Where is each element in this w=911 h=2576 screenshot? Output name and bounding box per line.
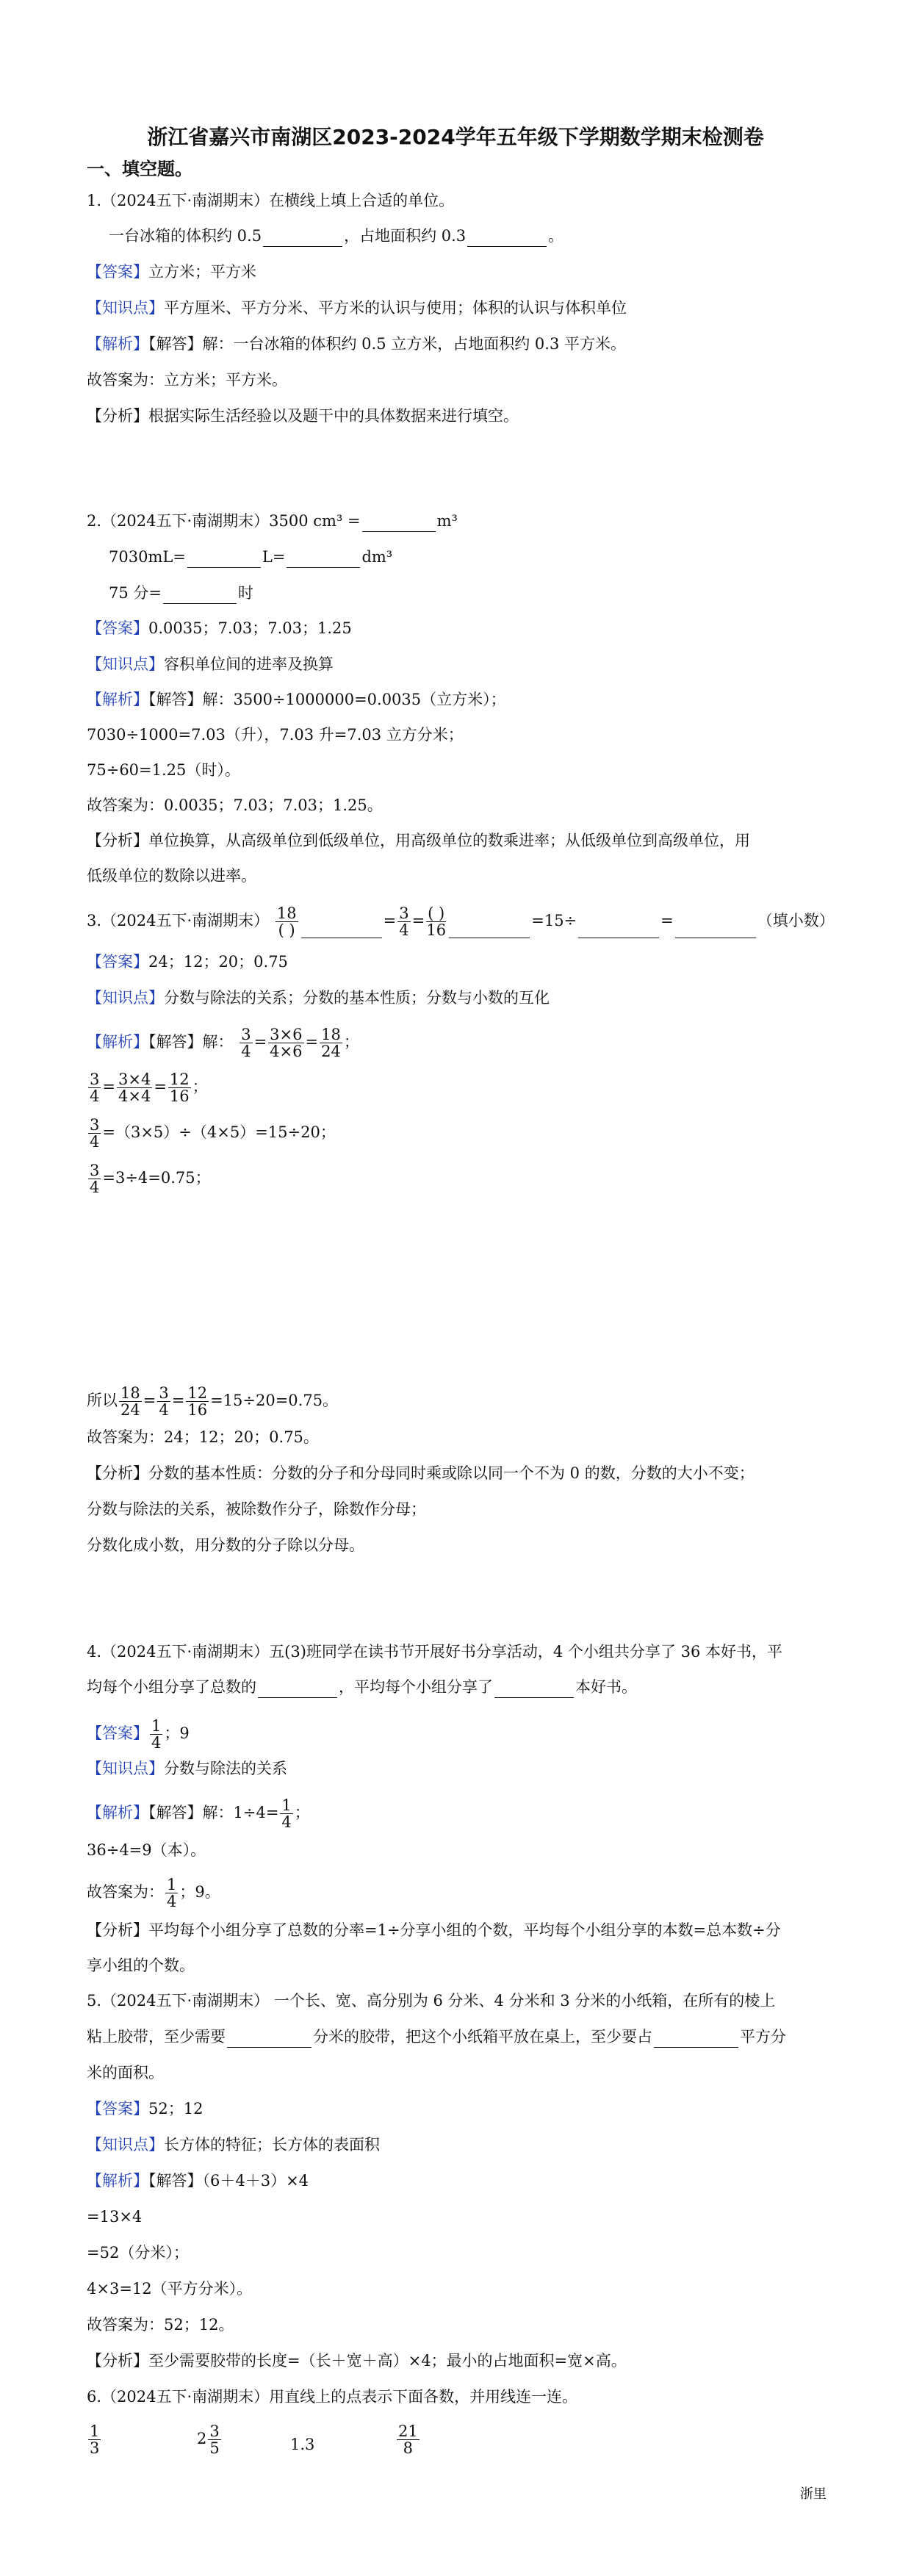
q5-solution-4: 4×3=12（平方分米）。 — [87, 2280, 253, 2298]
q4-answer: 【答案】 $\frac{1}{4}$ ；9 — [87, 1717, 190, 1752]
q1-conclusion: 故答案为：立方米；平方米。 — [87, 371, 287, 389]
q4-solution-2: 36÷4=9（本）。 — [87, 1841, 206, 1859]
q3-solution-4: $\frac{3}{4}$ =3÷4=0.75； — [90, 1162, 211, 1196]
q3-so: 所以 $\frac{18}{24}$ = $\frac{3}{4}$ = $\frac{12}{16}$ =15÷20=0.75。 — [87, 1384, 339, 1419]
q4-solution: 【解析】【解答】解：1÷4= $\frac{1}{4}$ ； — [87, 1796, 310, 1831]
q5-solution-3: =52（分米）； — [87, 2244, 189, 2262]
q2-blank-2[interactable] — [187, 551, 261, 568]
q5-analysis: 【分析】至少需要胶带的长度=（长＋宽＋高）×4；最小的占地面积=宽×高。 — [87, 2352, 627, 2370]
q3-fraction-3: $\frac{( )}{16}$ — [426, 904, 447, 939]
q2-solution-2: 7030÷1000=7.03（升），7.03 升=7.03 立方分米； — [87, 726, 464, 744]
q1-solution: 【解析】【解答】解：一台冰箱的体积约 0.5 立方米，占地面积约 0.3 平方米。 — [87, 335, 626, 353]
q3-fraction-2: $\frac{3}{4}$ — [399, 904, 409, 939]
section-heading: 一、填空题。 — [87, 159, 192, 179]
q2-answer: 【答案】0.0035；7.03；7.03；1.25 — [87, 619, 352, 637]
q3-blank-2[interactable] — [449, 921, 530, 938]
page-footer: 浙里 — [800, 2486, 827, 2502]
q2-knowledge: 【知识点】容积单位间的进率及换算 — [87, 655, 334, 673]
q2-stem: 2.（2024五下·南湖期末）3500 cm³ = m³ — [87, 510, 458, 532]
q4-knowledge: 【知识点】分数与除法的关系 — [87, 1760, 287, 1777]
q5-stem-3: 米的面积。 — [87, 2064, 164, 2082]
q3-blank-1[interactable] — [301, 921, 382, 938]
q3-solution: 【解析】【解答】解： $\frac{3}{4}$ = $\frac{3\times 6}{4\times 6}$ = $\frac{18}{24}$ ； — [87, 1026, 359, 1060]
q1-blank-1[interactable] — [263, 230, 342, 247]
q3-analysis-3: 分数化成小数，用分数的分子除以分母。 — [87, 1536, 364, 1554]
q6-value-3: 1.3 — [290, 2436, 315, 2453]
q3-analysis-2: 分数与除法的关系，被除数作分子，除数作分母； — [87, 1500, 426, 1518]
q1-line: 一台冰箱的体积约 0.5 ，占地面积约 0.3 。 — [109, 225, 563, 247]
q3-analysis: 【分析】分数的基本性质：分数的分子和分母同时乘或除以同一个不为 0 的数，分数的大小不变； — [87, 1464, 755, 1482]
q2-solution: 【解析】【解答】解：3500÷1000000=0.0035（立方米）； — [87, 691, 506, 708]
q1-analysis: 【分析】根据实际生活经验以及题干中的具体数据来进行填空。 — [87, 407, 519, 425]
q4-blank-1[interactable] — [258, 1681, 337, 1698]
q3-fraction-1: $\frac{18}{( )}$ — [276, 904, 297, 939]
q3-blank-4[interactable] — [675, 921, 756, 938]
q3-blank-3[interactable] — [578, 921, 659, 938]
q3-stem: 3.（2024五下·南湖期末） $\frac{18}{( )}$ = $\frac{3}{4}$ = $\frac{( )}{16}$ =15÷ = （填小数） — [87, 904, 835, 939]
q4-analysis: 【分析】平均每个小组分享了总数的分率=1÷分享小组的个数，平均每个小组分享的本数=总本数÷分 — [87, 1921, 781, 1939]
q1-stem: 1.（2024五下·南湖期末）在横线上填上合适的单位。 — [87, 192, 455, 209]
q1-knowledge: 【知识点】平方厘米、平方分米、平方米的认识与使用；体积的认识与体积单位 — [87, 299, 627, 317]
q4-analysis-2: 享小组的个数。 — [87, 1957, 195, 1974]
q3-answer: 【答案】24；12；20；0.75 — [87, 953, 288, 971]
q5-solution-2: =13×4 — [87, 2208, 143, 2226]
q4-conclusion: 故答案为： $\frac{1}{4}$ ；9。 — [87, 1876, 220, 1910]
q3-solution-2: $\frac{3}{4}$ = $\frac{3\times 4}{4\times 4}$ = $\frac{12}{16}$ ； — [90, 1071, 208, 1105]
q1-answer: 【答案】立方米；平方米 — [87, 263, 256, 281]
q3-conclusion: 故答案为：24；12；20；0.75。 — [87, 1428, 319, 1446]
q2-blank-1[interactable] — [362, 515, 436, 532]
q5-stem-2: 粘上胶带，至少需要 分米的胶带，把这个小纸箱平放在桌上，至少要占 平方分 — [87, 2026, 786, 2048]
q3-solution-3: $\frac{3}{4}$ =（3×5）÷（4×5）=15÷20； — [90, 1116, 336, 1151]
q3-knowledge: 【知识点】分数与除法的关系；分数的基本性质；分数与小数的互化 — [87, 989, 550, 1007]
q2-blank-3[interactable] — [287, 551, 360, 568]
q2-conclusion: 故答案为：0.0035；7.03；7.03；1.25。 — [87, 796, 383, 814]
q2-line-2: 7030mL= L= dm³ — [109, 546, 392, 568]
q2-blank-4[interactable] — [163, 587, 237, 604]
q6-value-4: $\frac{21}{8}$ — [398, 2422, 418, 2457]
q5-stem: 5.（2024五下·南湖期末） 一个长、宽、高分别为 6 分米、4 分米和 3 分米的小纸箱，在所有的棱上 — [87, 1992, 776, 2010]
q6-value-2: 2 $\frac{3}{5}$ — [197, 2422, 220, 2457]
q2-solution-3: 75÷60=1.25（时）。 — [87, 761, 240, 779]
q2-analysis-2: 低级单位的数除以进率。 — [87, 867, 256, 885]
page-title: 浙江省嘉兴市南湖区2023-2024学年五年级下学期数学期末检测卷 — [147, 125, 764, 149]
q5-blank-1[interactable] — [227, 2031, 312, 2048]
q5-answer: 【答案】52；12 — [87, 2100, 204, 2118]
q4-stem: 4.（2024五下·南湖期末）五(3)班同学在读书节开展好书分享活动，4 个小组共分享了 36 本好书，平 — [87, 1643, 783, 1661]
q5-conclusion: 故答案为：52；12。 — [87, 2316, 234, 2334]
q5-blank-2[interactable] — [654, 2031, 738, 2048]
q6-value-1: $\frac{1}{3}$ — [90, 2422, 100, 2457]
q5-solution: 【解析】【解答】（6＋4＋3）×4 — [87, 2172, 309, 2190]
q2-analysis: 【分析】单位换算，从高级单位到低级单位，用高级单位的数乘进率；从低级单位到高级单位，用 — [87, 832, 750, 849]
q2-line-3: 75 分= 时 — [109, 582, 253, 604]
q4-blank-2[interactable] — [494, 1681, 574, 1698]
q6-stem: 6.（2024五下·南湖期末）用直线上的点表示下面各数，并用线连一连。 — [87, 2388, 578, 2406]
q1-blank-2[interactable] — [467, 230, 547, 247]
q4-stem-2: 均每个小组分享了总数的 ，平均每个小组分享了 本好书。 — [87, 1676, 637, 1698]
q5-knowledge: 【知识点】长方体的特征；长方体的表面积 — [87, 2136, 380, 2154]
